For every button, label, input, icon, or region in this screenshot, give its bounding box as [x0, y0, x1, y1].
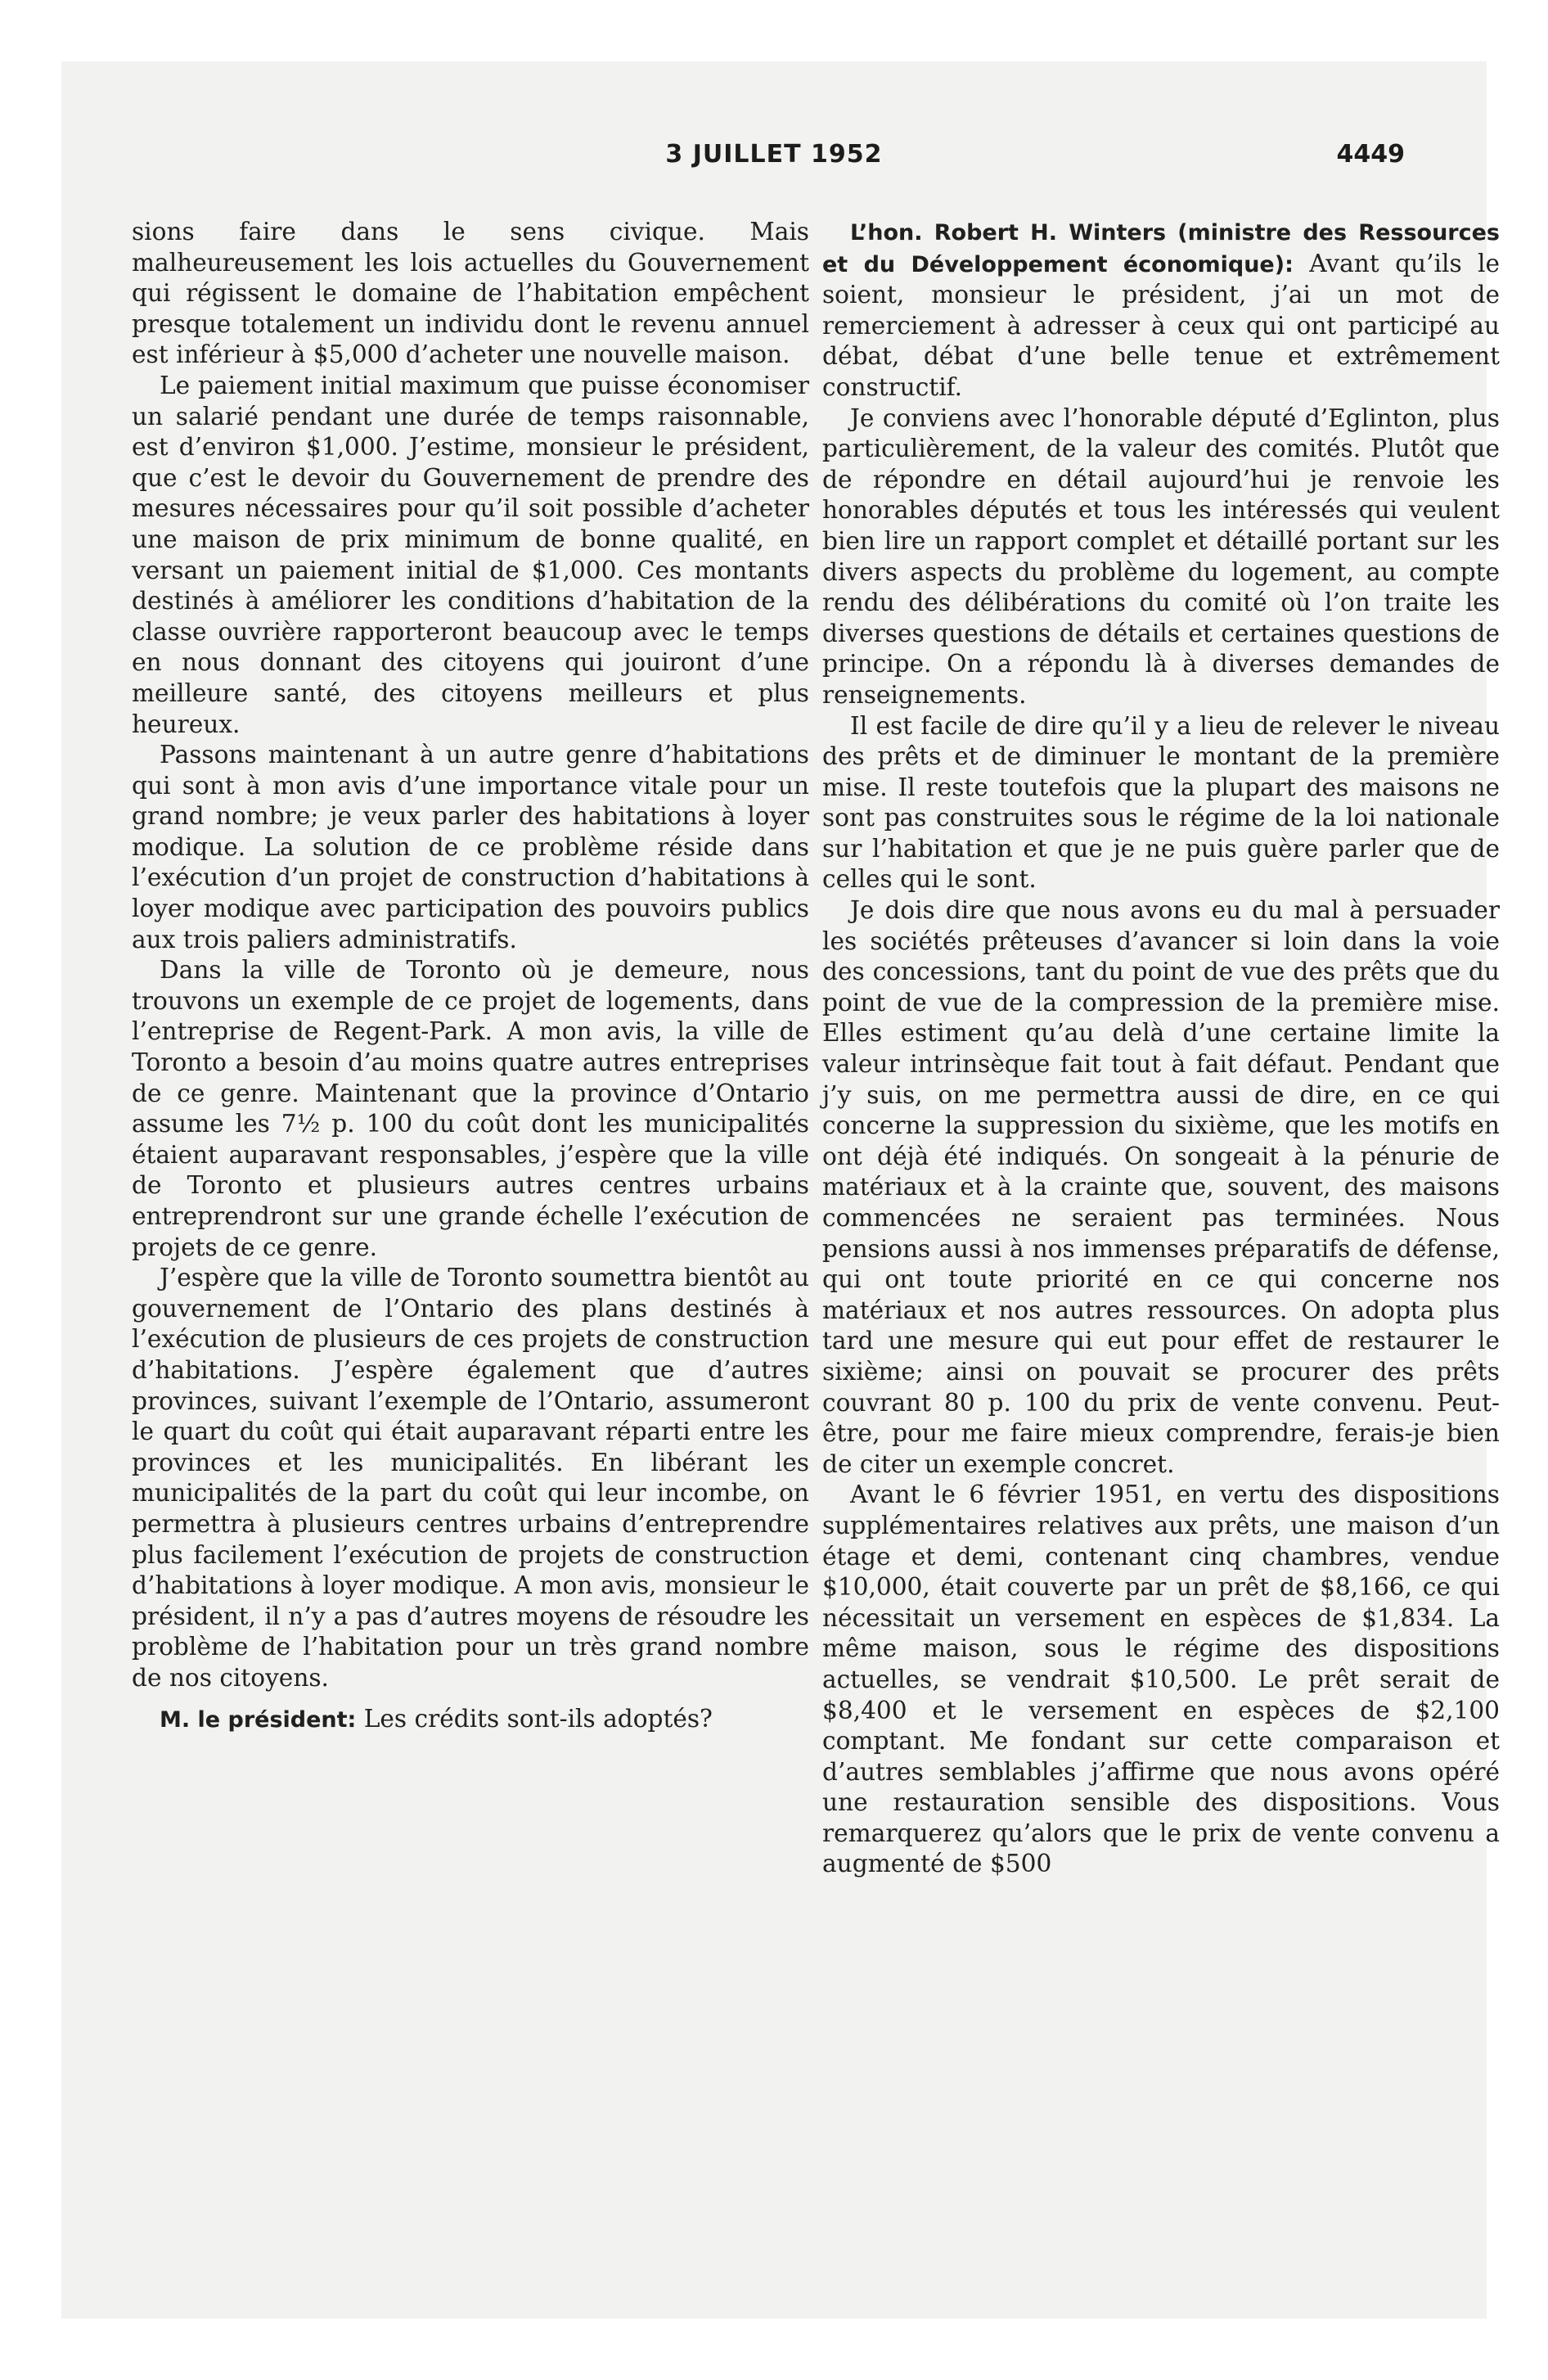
speaker-paragraph — [132, 1704, 809, 1736]
speech-text: Les crédits sont-ils adoptés? — [356, 1704, 713, 1733]
paragraph: Le paiement initial maximum que puisse économiser un salarié pendant une durée de temps raisonnable, est d’environ $1,000. J’estime, monsieur le président, que c’est le devoir du Gouvernement de prendre des mesures nécessaires pour qu’il soit possible d’acheter une maison de prix minimum de bonne qualité, en versant un paiement initial de $1,000. Ces montants destinés à améliorer les conditions d’habitation de la classe ouvrière rapporteront beaucoup avec le temps en nous donnant des citoyens qui jouiront d’une meilleure santé, des citoyens meilleurs et plus heureux. — [132, 371, 809, 738]
paragraph: Je dois dire que nous avons eu du mal à persuader les sociétés prêteuses d’avancer si loin dans la voie des concessions, tant du point de vue des prêts que du point de vue de la compression de la première mise. Elles estiment qu’au delà d’une certaine limite la valeur intrinsèque fait tout à fait défaut. Pendant que j’y suis, on me permettra aussi de dire, en ce qui concerne la suppression du sixième, que les motifs en ont déjà été indiqués. On songeait à la pénurie de matériaux et à la crainte que, souvent, des maisons commencées ne seraient pas terminées. Nous pensions aussi à nos immenses préparatifs de défense, qui ont toute priorité en ce qui concerne nos matériaux et nos autres ressources. On adopta plus tard une mesure qui eut pour effet de restaurer le sixième; ainsi on pouvait se procurer des prêts couvrant 80 p. 100 du prix de vente convenu. Peut-être, pour me faire mieux comprendre, ferais-je bien de citer un exemple concret. — [822, 896, 1500, 1478]
page-header — [61, 140, 1487, 183]
paragraph: Avant le 6 février 1951, en vertu des dispositions supplémentaires relatives aux prêts, une maison d’un étage et demi, contenant cinq chambres, vendue $10,000, était couverte par un prêt de $8,166, ce qui nécessitait un versement en espèces de $1,834. La même maison, sous le régime des dispositions actuelles, se vendrait $10,500. Le prêt serait de $8,400 et le versement en espèces de $2,100 comptant. Me fondant sur cette comparaison et d’autres semblables j’affirme que nous avons opéré une restauration sensible des dispositions. Vous remarquerez qu’alors que le prix de vente convenu a augmenté de $500 — [822, 1481, 1500, 1878]
speaker-name: L’hon. Robert H. Winters (ministre des Ressources et du Développement économique): — [822, 220, 1500, 277]
paragraph: Passons maintenant à un autre genre d’habitations qui sont à mon avis d’une importance vitale pour un grand nombre; je veux parler des habitations à loyer modique. La solution de ce problème réside dans l’exécution d’un projet de construction d’habitations à loyer modique avec participation des pouvoirs publics aux trois paliers administratifs. — [132, 741, 809, 953]
header-date: 3 JUILLET 1952 — [665, 140, 883, 169]
scanned-page — [61, 61, 1500, 2319]
page-number: 4449 — [1336, 140, 1405, 169]
paragraph: sions faire dans le sens civique. Mais malheureusement les lois actuelles du Gouvernement qui régissent le domaine de l’habitation empêchent presque totalement un individu dont le revenu annuel est inférieur à $5,000 d’acheter une nouvelle maison. — [132, 218, 809, 369]
paragraph: J’espère que la ville de Toronto soumettra bientôt au gouvernement de l’Ontario des plans destinés à l’exécution de plusieurs de ces projets de construction d’habitations. J’espère également que d’autres provinces, suivant l’exemple de l’Ontario, assumeront le quart du coût qui était auparavant réparti entre les provinces et les municipalités. En libérant les municipalités de la part du coût qui leur incombe, on permettra à plusieurs centres urbains d’entreprendre plus facilement l’exécution de projets de construction d’habitations à loyer modique. A mon avis, monsieur le président, il n’y a pas d’autres moyens de résoudre les problème de l’habitation pour un très grand nombre de nos citoyens. — [132, 1264, 809, 1692]
paragraph: Il est facile de dire qu’il y a lieu de relever le niveau des prêts et de diminuer le montant de la première mise. Il reste toutefois que la plupart des maisons ne sont pas construites sous le régime de la loi nationale sur l’habitation et que je ne puis guère parler que de celles qui le sont. — [822, 711, 1500, 894]
speech-text: Avant qu’ils le soient, monsieur le président, j’ai un mot de remerciement à adresser à ceux qui ont participé au débat, débat d’une belle tenue et extrêmement constructif. — [822, 249, 1500, 401]
paragraph: Je conviens avec l’honorable député d’Eglinton, plus particulièrement, de la valeur des comités. Plutôt que de répondre en détail aujourd’hui je renvoie les honorables députés et tous les intéressés qui veulent bien lire un rapport complet et détaillé portant sur les divers aspects du problème du logement, au compte rendu des délibérations du comité où l’on traite les diverses questions de détails et certaines questions de principe. On a répondu là à diverses demandes de renseignements. — [822, 403, 1500, 709]
right-column — [822, 217, 1500, 1880]
speaker-paragraph — [822, 217, 1500, 403]
speaker-name: M. le président: — [160, 1706, 357, 1733]
paragraph: Dans la ville de Toronto où je demeure, nous trouvons un exemple de ce projet de logements, dans l’entreprise de Regent-Park. A mon avis, la ville de Toronto a besoin d’au moins quatre autres entreprises de ce genre. Maintenant que la province d’Ontario assume les 7½ p. 100 du coût dont les municipalités étaient auparavant responsables, j’espère que la ville de Toronto et plusieurs autres centres urbains entreprendront sur une grande échelle l’exécution de projets de ce genre. — [132, 956, 809, 1261]
left-column — [132, 217, 809, 1735]
